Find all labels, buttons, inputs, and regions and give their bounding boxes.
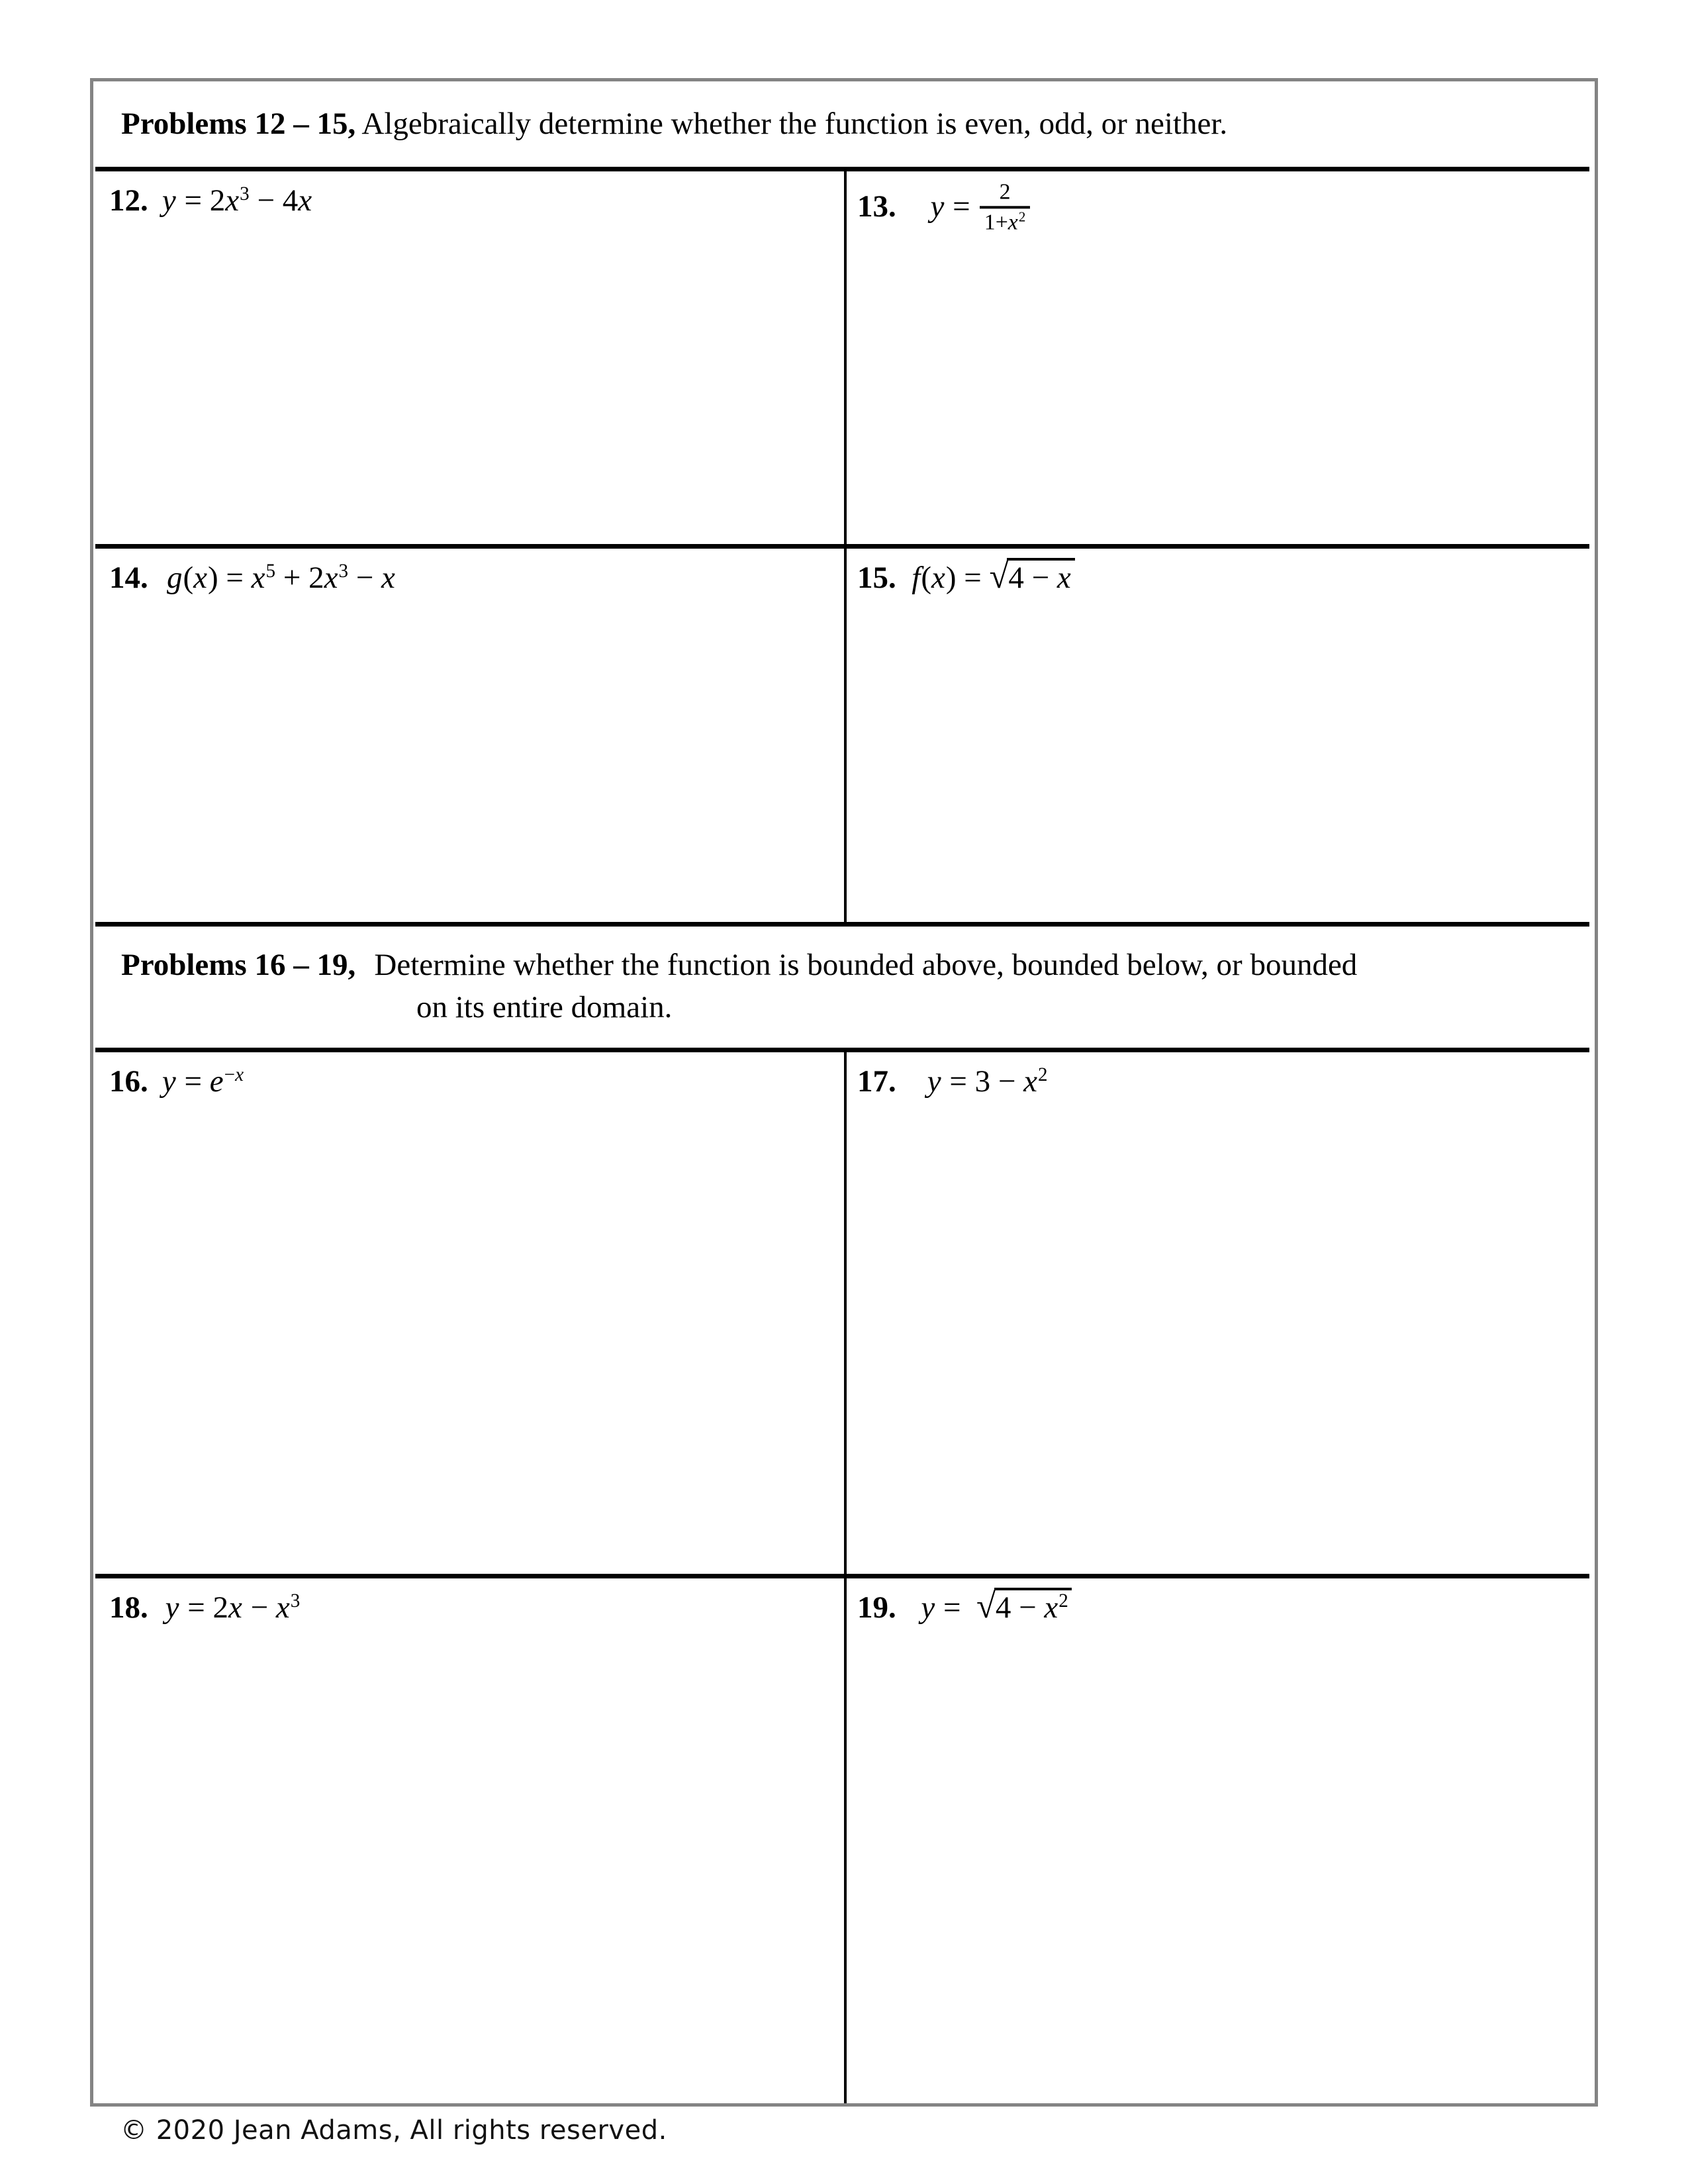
section1-range-label: Problems 12 – 15, bbox=[121, 106, 356, 141]
problem-cell-14 bbox=[93, 549, 844, 922]
section2-header bbox=[93, 927, 1595, 1048]
problem-number-13: 13. bbox=[857, 189, 896, 224]
copyright-notice: © 2020 Jean Adams, All rights reserved. bbox=[120, 2115, 667, 2146]
problem-number-17: 17. bbox=[857, 1064, 896, 1099]
problems-row-16-17 bbox=[93, 1052, 1595, 1574]
problem-formula-14: $g(x) = x^5 + 2x^3 - x$ bbox=[166, 560, 395, 595]
problem-cell-12 bbox=[93, 171, 844, 544]
problems-row-18-19 bbox=[93, 1578, 1595, 2103]
problem-cell-18 bbox=[93, 1578, 844, 2103]
problem-formula-15: f(x) = √4 − x bbox=[912, 561, 1075, 595]
worksheet-page bbox=[90, 78, 1598, 2107]
problem-cell-19 bbox=[847, 1578, 1595, 2103]
horizontal-rule bbox=[95, 167, 1589, 171]
horizontal-rule bbox=[95, 922, 1589, 927]
problems-row-12-13 bbox=[93, 171, 1595, 544]
problem-number-15: 15. bbox=[857, 561, 896, 595]
section1-header bbox=[93, 81, 1595, 167]
problem-number-12: 12. bbox=[109, 183, 148, 218]
problem-cell-16 bbox=[93, 1052, 844, 1574]
problem-formula-16: $y = e^{-x}$ bbox=[162, 1064, 244, 1099]
horizontal-rule bbox=[95, 544, 1589, 549]
problem-cell-15 bbox=[847, 549, 1595, 922]
section2-instructions-line2: on its entire domain. bbox=[416, 990, 673, 1024]
section2-instructions-line1: Determine whether the function is bounded above, bounded below, or bounded bbox=[374, 948, 1358, 982]
problem-formula-17: $y = 3 - x^2$ bbox=[927, 1064, 1048, 1099]
problem-formula-12: $y = 2x^3 - 4x$ bbox=[162, 183, 312, 218]
section2-title-line1 bbox=[121, 944, 1555, 986]
problem-cell-17 bbox=[847, 1052, 1595, 1574]
problem-formula-18: $y = 2x - x^3$ bbox=[165, 1590, 301, 1625]
problem-number-14: 14. bbox=[109, 561, 148, 595]
problem-formula-19: $y = √4 - x^2$ bbox=[921, 1590, 1071, 1625]
problem-cell-13 bbox=[847, 171, 1595, 544]
section2-range-label: Problems 16 – 19, bbox=[121, 948, 356, 982]
problem-formula-13: y = $\frac{2}{1+x^2}$ bbox=[930, 189, 1031, 224]
problem-number-18: 18. bbox=[109, 1590, 148, 1625]
section1-title bbox=[121, 104, 1227, 144]
problem-number-16: 16. bbox=[109, 1064, 148, 1099]
section1-instructions: Algebraically determine whether the function is even, odd, or neither. bbox=[361, 106, 1228, 141]
horizontal-rule bbox=[95, 1574, 1589, 1578]
horizontal-rule bbox=[95, 1048, 1589, 1052]
problems-row-14-15 bbox=[93, 549, 1595, 922]
problem-number-19: 19. bbox=[857, 1590, 896, 1625]
